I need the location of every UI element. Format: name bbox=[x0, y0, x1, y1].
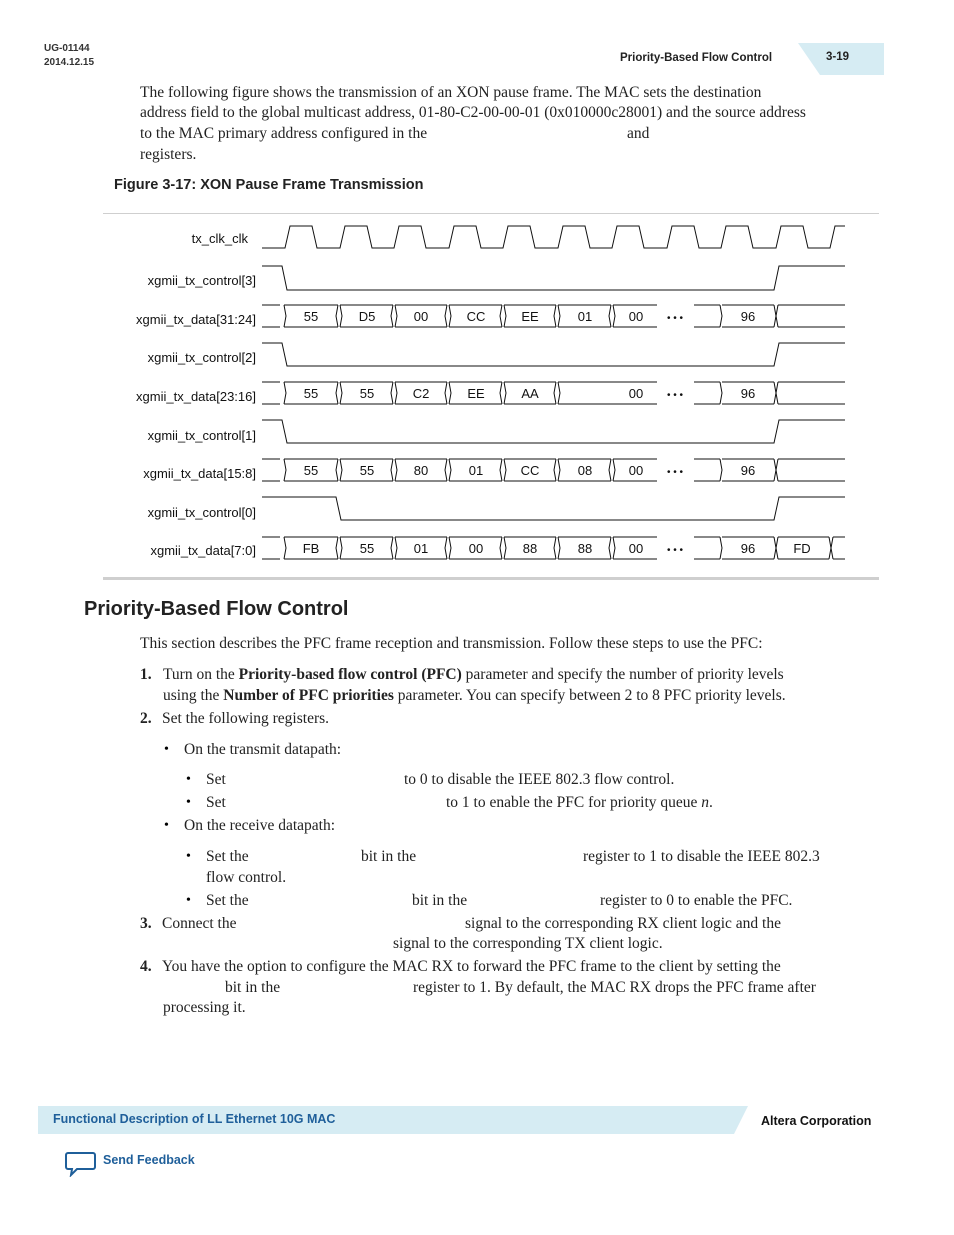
ellipsis: • • • bbox=[666, 390, 684, 401]
data-15-8-value: 08 bbox=[577, 463, 593, 478]
signal-label-data-31-24: xgmii_tx_data[31:24] bbox=[136, 312, 256, 327]
data-7-0-value: 88 bbox=[577, 541, 593, 556]
step-2-number: 2. bbox=[140, 710, 152, 727]
data-7-0-value: 96 bbox=[740, 541, 756, 556]
intro-line-3a: to the MAC primary address configured in the bbox=[140, 125, 428, 142]
tx-item-2-a: Set bbox=[206, 794, 226, 811]
ellipsis: • • • bbox=[666, 467, 684, 478]
intro-line-1: The following figure shows the transmission of an XON pause frame. The MAC sets the destination bbox=[140, 84, 762, 101]
data-31-24-value: 00 bbox=[413, 309, 429, 324]
step-2-text: Set the following registers. bbox=[162, 710, 330, 727]
data-31-24-value: 00 bbox=[628, 309, 644, 324]
footer-company: Altera Corporation bbox=[761, 1114, 872, 1128]
rx-item-1-b: bit in the bbox=[361, 848, 417, 865]
rx-datapath-heading: On the receive datapath: bbox=[184, 817, 336, 834]
document-id: UG-01144 bbox=[44, 43, 90, 54]
bullet-icon: • bbox=[164, 818, 169, 833]
tx-item-2-period: . bbox=[709, 794, 713, 811]
step-4-number: 4. bbox=[140, 958, 152, 975]
data-31-24-value: 55 bbox=[303, 309, 319, 324]
document-date: 2014.12.15 bbox=[44, 57, 95, 68]
data-23-16-value: 96 bbox=[740, 386, 756, 401]
signal-label-data-7-0: xgmii_tx_data[7:0] bbox=[150, 543, 256, 558]
data-23-16-bus bbox=[262, 382, 845, 404]
rx-item-1-a: Set the bbox=[206, 848, 249, 865]
data-23-16-value: AA bbox=[521, 386, 539, 401]
ellipsis: • • • bbox=[666, 313, 684, 324]
bullet-icon: • bbox=[186, 772, 191, 787]
clock-waveform bbox=[262, 226, 845, 248]
data-7-0-bus bbox=[262, 537, 845, 559]
data-15-8-value: 01 bbox=[468, 463, 484, 478]
signal-label-data-23-16: xgmii_tx_data[23:16] bbox=[136, 389, 256, 404]
step-1-line-1 bbox=[163, 665, 784, 686]
data-31-24-value: D5 bbox=[358, 309, 376, 324]
rx-item-2-c: register to 0 to enable the PFC. bbox=[600, 892, 793, 909]
data-15-8-bus bbox=[262, 459, 845, 481]
data-23-16-value: 55 bbox=[303, 386, 319, 401]
intro-line-2: address field to the global multicast address, 01-80-C2-00-00-01 (0x010000c28001) and the source address bbox=[140, 104, 806, 121]
data-23-16-value: EE bbox=[467, 386, 485, 401]
figure-caption: Figure 3-17: XON Pause Frame Transmission bbox=[114, 177, 424, 193]
signal-label-control-1: xgmii_tx_control[1] bbox=[147, 428, 256, 443]
step-3-c: signal to the corresponding TX client logic. bbox=[393, 935, 663, 952]
control-3-waveform bbox=[262, 266, 845, 290]
tx-item-2-variable: n bbox=[701, 794, 710, 811]
step-3-a: Connect the bbox=[162, 915, 237, 932]
step-1-text: parameter. You can specify between 2 to 8 PFC priority levels. bbox=[397, 687, 786, 704]
data-7-0-value: 55 bbox=[359, 541, 375, 556]
waveform-diagram bbox=[0, 0, 954, 600]
step-1-text: using the bbox=[163, 687, 220, 704]
rx-item-1-d: flow control. bbox=[206, 869, 287, 886]
data-7-0-value: 00 bbox=[628, 541, 644, 556]
step-1-number: 1. bbox=[140, 666, 152, 683]
data-15-8-value: 80 bbox=[413, 463, 429, 478]
signal-label-control-0: xgmii_tx_control[0] bbox=[147, 505, 256, 520]
data-23-16-value: 00 bbox=[628, 386, 644, 401]
intro-line-3b: and bbox=[627, 125, 650, 142]
figure-bottom-rule bbox=[103, 577, 879, 580]
section-heading: Priority-Based Flow Control bbox=[84, 598, 349, 620]
data-15-8-value: 55 bbox=[359, 463, 375, 478]
signal-label-control-2: xgmii_tx_control[2] bbox=[147, 350, 256, 365]
tx-datapath-heading: On the transmit datapath: bbox=[184, 741, 342, 758]
step-4-c: register to 1. By default, the MAC RX drops the PFC frame after bbox=[413, 979, 816, 996]
ellipsis: • • • bbox=[666, 545, 684, 556]
tx-item-1-a: Set bbox=[206, 771, 226, 788]
control-1-waveform bbox=[262, 420, 845, 443]
step-1-parameter-name: Number of PFC priorities bbox=[223, 687, 394, 704]
footer-chapter-link[interactable]: Functional Description of LL Ethernet 10G MAC bbox=[53, 1112, 336, 1126]
section-intro: This section describes the PFC frame reception and transmission. Follow these steps to use the PFC: bbox=[140, 635, 763, 652]
data-31-24-value: 96 bbox=[740, 309, 756, 324]
step-1-text: parameter and specify the number of priority levels bbox=[465, 666, 784, 683]
data-15-8-value: 96 bbox=[740, 463, 756, 478]
page-number: 3-19 bbox=[826, 51, 850, 63]
data-7-0-value: 01 bbox=[413, 541, 429, 556]
step-1-text: Turn on the bbox=[163, 666, 235, 683]
step-4-d: processing it. bbox=[163, 999, 246, 1016]
data-31-24-value: CC bbox=[466, 309, 486, 324]
step-3-number: 3. bbox=[140, 915, 152, 932]
tx-item-2-b-line bbox=[446, 793, 713, 814]
signal-label-control-3: xgmii_tx_control[3] bbox=[147, 273, 256, 288]
bullet-icon: • bbox=[164, 742, 169, 757]
data-31-24-value: EE bbox=[521, 309, 539, 324]
data-7-0-value: FD bbox=[793, 541, 811, 556]
send-feedback-link[interactable]: Send Feedback bbox=[103, 1153, 195, 1167]
bullet-icon: • bbox=[186, 795, 191, 810]
intro-line-4: registers. bbox=[140, 146, 197, 163]
control-2-waveform bbox=[262, 343, 845, 366]
tx-item-2-b: to 1 to enable the PFC for priority queue bbox=[446, 794, 698, 811]
data-7-0-value: 88 bbox=[522, 541, 538, 556]
bullet-icon: • bbox=[186, 849, 191, 864]
data-23-16-value: 55 bbox=[359, 386, 375, 401]
step-3-b: signal to the corresponding RX client logic and the bbox=[465, 915, 781, 932]
data-7-0-value: FB bbox=[302, 541, 320, 556]
rx-item-1-c: register to 1 to disable the IEEE 802.3 bbox=[583, 848, 820, 865]
step-1-parameter-name: Priority-based flow control (PFC) bbox=[238, 666, 462, 683]
step-4-a: You have the option to configure the MAC RX to forward the PFC frame to the client by setting the bbox=[162, 958, 781, 975]
step-4-b: bit in the bbox=[225, 979, 281, 996]
data-15-8-value: 55 bbox=[303, 463, 319, 478]
control-0-waveform bbox=[262, 497, 845, 520]
feedback-icon[interactable] bbox=[65, 1151, 97, 1177]
header-section-title: Priority-Based Flow Control bbox=[620, 52, 773, 64]
signal-label-data-15-8: xgmii_tx_data[15:8] bbox=[143, 466, 256, 481]
rx-item-2-a: Set the bbox=[206, 892, 249, 909]
data-15-8-value: 00 bbox=[628, 463, 644, 478]
data-31-24-value: 01 bbox=[577, 309, 593, 324]
data-23-16-value: C2 bbox=[412, 386, 430, 401]
bullet-icon: • bbox=[186, 893, 191, 908]
step-1-line-2 bbox=[163, 686, 786, 707]
data-7-0-value: 00 bbox=[468, 541, 484, 556]
tx-item-1-b: to 0 to disable the IEEE 802.3 flow control. bbox=[404, 771, 675, 788]
data-15-8-value: CC bbox=[520, 463, 540, 478]
signal-label-tx-clk: tx_clk_clk bbox=[191, 231, 248, 246]
rx-item-2-b: bit in the bbox=[412, 892, 468, 909]
data-31-24-bus bbox=[262, 305, 845, 327]
